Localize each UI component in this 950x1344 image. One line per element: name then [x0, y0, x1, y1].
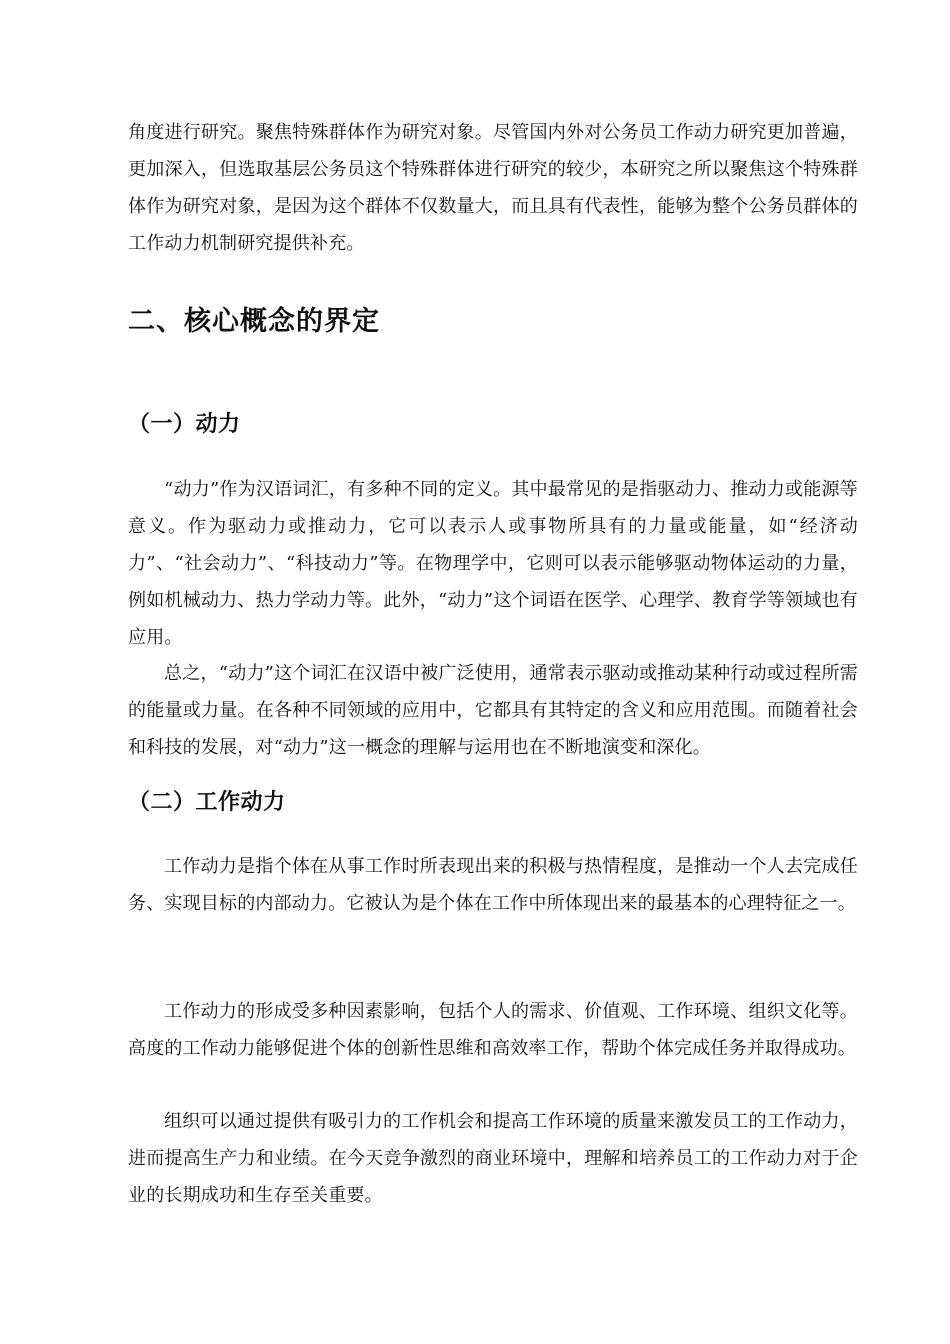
intro-paragraph: 角度进行研究。聚焦特殊群体作为研究对象。尽管国内外对公务员工作动力研究更加普遍，更加深入，但选取基层公务员这个特殊群体进行研究的较少，本研究之所以聚焦这个特殊群体作为研究对象，是因为这个群体不仅数量大，而且具有代表性，能够为整个公务员群体的工作动力机制研究提供补充。: [128, 122, 858, 254]
section-2-paragraph-3: 组织可以通过提供有吸引力的工作机会和提高工作环境的质量来激发员工的工作动力，进而提高生产力和业绩。在今天竞争激烈的商业环境中，理解和培养员工的工作动力对于企业的长期成功和生存至关重要。: [128, 1111, 858, 1206]
section-2-paragraph-2: 工作动力的形成受多种因素影响，包括个人的需求、价值观、工作环境、组织文化等。高度的工作动力能够促进个体的创新性思维和高效率工作，帮助个体完成任务并取得成功。: [128, 1001, 858, 1059]
section-1-paragraph-2: 总之，“动力”这个词汇在汉语中被广泛使用，通常表示驱动或推动某种行动或过程所需的能量或力量。在各种不同领域的应用中，它都具有其特定的含义和应用范围。而随着社会和科技的发展，对“动力”这一概念的理解与运用也在不断地演变和深化。: [128, 663, 858, 758]
section-1-heading: （一）动力: [128, 412, 241, 437]
section-2-paragraph-1: 工作动力是指个体在从事工作时所表现出来的积极与热情程度，是推动一个人去完成任务、实现目标的内部动力。它被认为是个体在工作中所体现出来的最基本的心理特征之一。: [128, 856, 858, 914]
section-1-paragraph-1: “动力”作为汉语词汇，有多种不同的定义。其中最常见的是指驱动力、推动力或能源等意义。作为驱动力或推动力，它可以表示人或事物所具有的力量或能量，如“经济动力”、“社会动力”、“科技动力”等。在物理学中，它则可以表示能够驱动物体运动的力量，例如机械动力、热力学动力等。此外，“动力”这个词语在医学、心理学、教育学等领域也有应用。: [128, 479, 858, 648]
section-2-heading: （二）工作动力: [128, 790, 286, 815]
chapter-title: 二、核心概念的界定: [128, 306, 380, 337]
